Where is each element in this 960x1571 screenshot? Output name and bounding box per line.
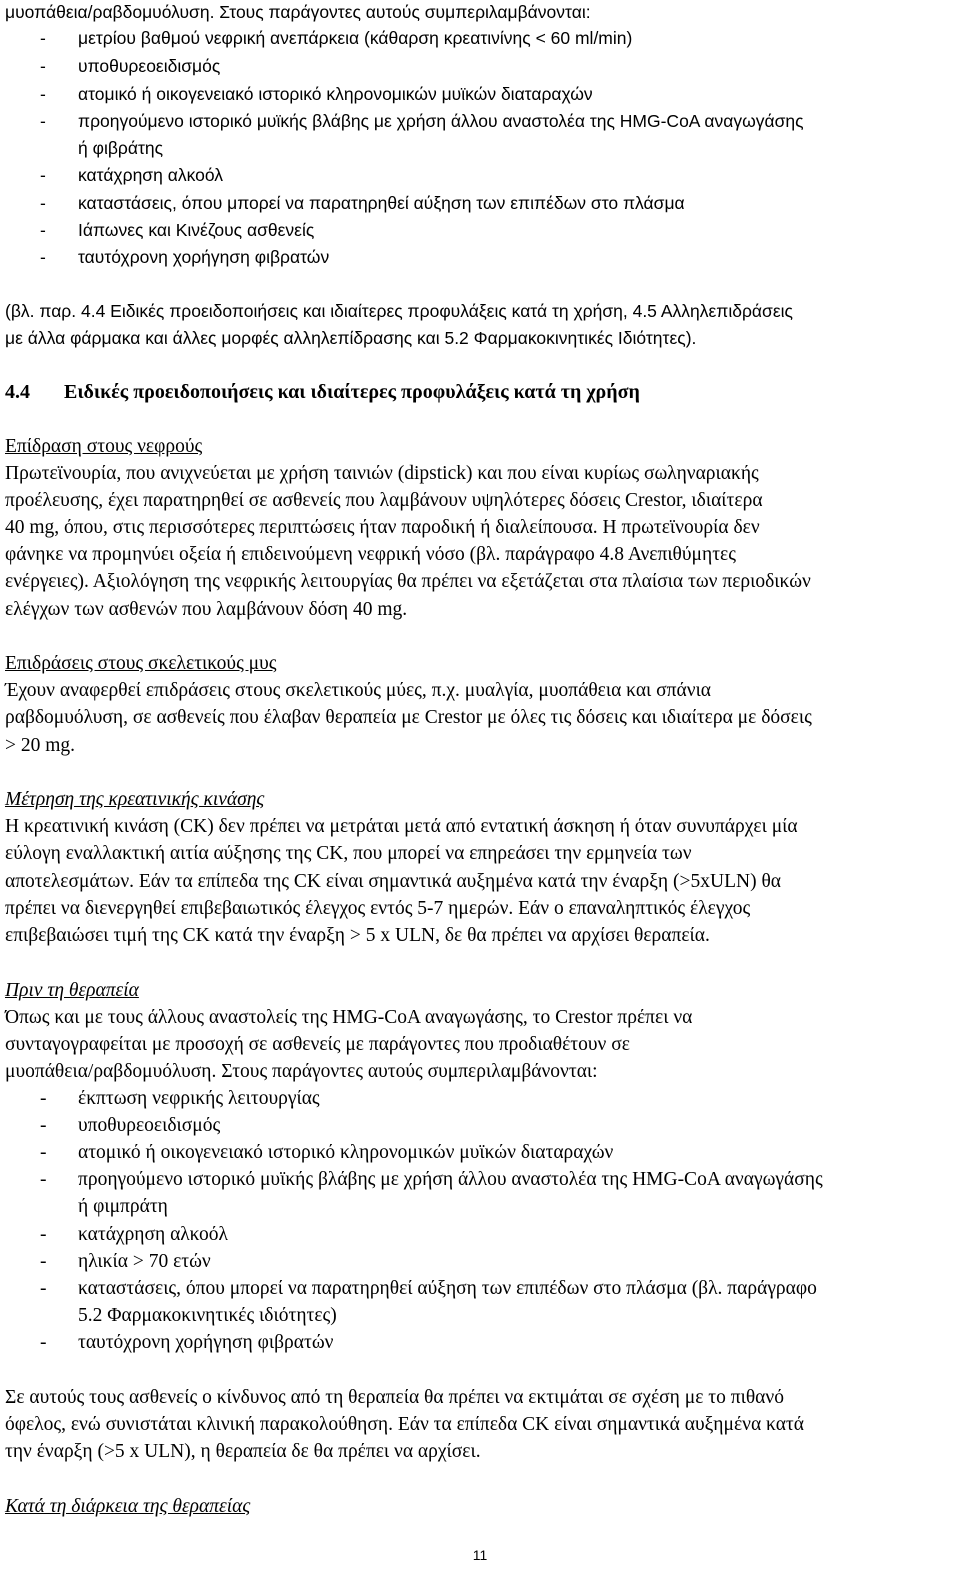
reference-line: με άλλα φάρμακα και άλλες μορφές αλληλεπίδρασης και 5.2 Φαρμακοκινητικές Ιδιότητες). — [5, 328, 697, 348]
paragraph-line: Όπως και με τους άλλους αναστολείς της HMG-CoA αναγωγάσης, το Crestor πρέπει να — [5, 1007, 693, 1028]
paragraph-line: ελέγχων των ασθενών που λαμβάνουν δόση 40 mg. — [5, 599, 408, 620]
paragraph-line: μυοπάθεια/ραβδομυόλυση. Στους παράγοντες αυτούς συμπεριλαμβάνονται: — [5, 1061, 598, 1082]
subsection-title-ck: Μέτρηση της κρεατινικής κινάσης — [5, 789, 265, 810]
section-title: Ειδικές προειδοποιήσεις και ιδιαίτερες προφυλάξεις κατά τη χρήση — [64, 381, 640, 403]
document-page: μυοπάθεια/ραβδομυόλυση. Στους παράγοντες αυτούς συμπεριλαμβάνονται: - μετρίου βαθμού νεφρική ανεπάρκεια (κάθαρση κρεατινίνης < 60 ml/min) - υποθυρεοειδισμός - ατομικό ή οικογενειακό ιστορικό κληρονομικών μυϊκών διαταραχών - προηγούμενο ιστορικό μυϊκής βλάβης με χρήση άλλου αναστολέα της HMG-CoA αναγωγάσης ή φιβράτης - κατάχρηση αλκοόλ - καταστάσεις, όπου μπορεί να παρατηρηθεί αύξηση των επιπέδων στο πλάσμα - Ιάπωνες και Κινέζους ασθενείς - ταυτόχρονη χορήγηση φιβρατών (βλ. παρ. 4.4 Ειδικές προειδοποιήσεις και ιδιαίτερες προφυλάξεις κατά τη χρήση, 4.5 Αλληλεπιδράσεις με άλλα φάρμακα και άλλες μορφές αλληλεπίδρασης και 5.2 Φαρμακοκινητικές Ιδιότητες). 4.4 Ειδικές προειδοποιήσεις και ιδιαίτερες προφυλάξεις κατά τη χρήση Επίδραση στους νεφρούς Πρωτεϊνουρία, που ανιχνεύεται με χρήση ταινιών (dipstick) και που είναι κυρίως σωληναριακής προέλευσης, έχει παρατηρηθεί σε ασθενείς που λαμβάνουν υψηλότερες δόσεις Crestor, ιδιαίτερα 40 mg, όπου, στις περισσότερες περιπτώσεις ήταν παροδική ή διαλείπουσα. Η πρωτεϊνουρία δεν φάνηκε να προμηνύει οξεία ή επιδεινούμενη νεφρική νόσο (βλ. παράγραφο 4.8 Ανεπιθύμητες ενέργειες). Αξιολόγηση της νεφρικής λειτουργίας θα πρέπει να εξετάζεται στα πλαίσια των περιοδικών ελέγχων των ασθενών που λαμβάνουν δόση 40 mg. Επιδράσεις στους σκελετικούς μυς Έχουν αναφερθεί επιδράσεις στους σκελετικούς μύες, π.χ. μυαλγία, μυοπάθεια και σπάνια ραβδομυόλυση, σε ασθενείς που έλαβαν θεραπεία με Crestor με όλες τις δόσεις και ιδιαίτερα με δόσεις > 20 mg. Μέτρηση της κρεατινικής κινάσης Η κρεατινική κινάση (CK) δεν πρέπει να μετράται μετά από εντατική άσκηση ή όταν συνυπάρχει μία εύλογη εναλλακτική αιτία αύξησης της CK, που μπορεί να επηρεάσει την ερμηνεία των αποτελεσμάτων. Εάν τα επίπεδα της CK είναι σημαντικά αυξημένα κατά την έναρξη (>5xULN) θα πρέπει να διενεργηθεί επιβεβαιωτικός έλεγχος εντός 5-7 ημερών. Εάν ο επαναληπτικός έλεγχος επιβεβαιώσει τιμή της CK κατά την έναρξη > 5 x ULN, δε θα πρέπει να αρχίσει θεραπεία. Πριν τη θεραπεία Όπως και με τους άλλους αναστολείς της HMG-CoA αναγωγάσης, το Crestor πρέπει να συνταγογραφείται με προσοχή σε ασθενείς με παράγοντες που προδιαθέτουν σε μυοπάθεια/ραβδομυόλυση. Στους παράγοντες αυτούς συμπεριλαμβάνονται: - έκπτωση νεφρικής λειτουργίας - υποθυρεοειδισμός - ατομικό ή οικογενειακό ιστορικό κληρονομικών μυϊκών διαταραχών - προηγούμενο ιστορικό μυϊκής βλάβης με χρήση άλλου αναστολέα της HMG-CoA αναγωγάσης ή φιμπράτη - κατάχρηση αλκοόλ - ηλικία > 70 ετών - καταστάσεις, όπου μπορεί να παρατηρηθεί αύξηση των επιπέδων στο πλάσμα (βλ. παράγραφο 5.2 Φαρμακοκινητικές ιδιότητες) - ταυτόχρονη χορήγηση φιβρατών Σε αυτούς τους ασθενείς ο κίνδυνος από τη θεραπεία θα πρέπει να εκτιμάται σε σχέση με το πιθανό όφελος, ενώ συνιστάται κλινική παρακολούθηση. Εάν τα επίπεδα CK είναι σημαντικά αυξημένα κατά την έναρξη (>5 x ULN), η θεραπεία δε θα πρέπει να αρχίσει. Κατά τη διάρκεια της θεραπείας 11 — [0, 0, 960, 1571]
intro-tail: μυοπάθεια/ραβδομυόλυση. Στους παράγοντες αυτούς συμπεριλαμβάνονται: — [5, 2, 591, 22]
paragraph-line: Έχουν αναφερθεί επιδράσεις στους σκελετικούς μύες, π.χ. μυαλγία, μυοπάθεια και σπάνια — [5, 680, 712, 701]
page-number: 11 — [472, 1547, 488, 1563]
paragraph-line: Σε αυτούς τους ασθενείς ο κίνδυνος από τη θεραπεία θα πρέπει να εκτιμάται σε σχέση με το πιθανό — [5, 1387, 784, 1408]
paragraph-line: > 20 mg. — [5, 735, 76, 756]
section-number: 4.4 — [5, 381, 30, 403]
paragraph-line: αποτελεσμάτων. Εάν τα επίπεδα της CK είναι σημαντικά αυξημένα κατά την έναρξη (>5xULN) θα — [5, 871, 782, 892]
paragraph-line: 40 mg, όπου, στις περισσότερες περιπτώσεις ήταν παροδική ή διαλείπουσα. Η πρωτεϊνουρία δεν — [5, 517, 760, 538]
subsection-title-muscle: Επιδράσεις στους σκελετικούς μυς — [5, 653, 277, 674]
paragraph-line: ενέργειες). Αξιολόγηση της νεφρικής λειτουργίας θα πρέπει να εξετάζεται στα πλαίσια των περιοδικών — [5, 571, 811, 592]
paragraph-line: επιβεβαιώσει τιμή της CK κατά την έναρξη > 5 x ULN, δε θα πρέπει να αρχίσει θεραπεία. — [5, 925, 710, 946]
subsection-title-renal: Επίδραση στους νεφρούς — [5, 436, 203, 457]
paragraph-line: προέλευσης, έχει παρατηρηθεί σε ασθενείς που λαμβάνουν υψηλότερες δόσεις Crestor, ιδιαίτερα — [5, 490, 763, 511]
paragraph-line: πρέπει να διενεργηθεί επιβεβαιωτικός έλεγχος εντός 5-7 ημερών. Εάν ο επαναληπτικός έλεγχος — [5, 898, 751, 919]
subsection-title-during: Κατά τη διάρκεια της θεραπείας — [5, 1496, 251, 1517]
paragraph-line: συνταγογραφείται με προσοχή σε ασθενείς με παράγοντες που προδιαθέτουν σε — [5, 1034, 630, 1055]
paragraph-line: φάνηκε να προμηνύει οξεία ή επιδεινούμενη νεφρική νόσο (βλ. παράγραφο 4.8 Ανεπιθύμητες — [5, 544, 736, 565]
paragraph-line: την έναρξη (>5 x ULN), η θεραπεία δε θα πρέπει να αρχίσει. — [5, 1441, 481, 1462]
paragraph-line: εύλογη εναλλακτική αιτία αύξησης της CK, που μπορεί να επηρεάσει την ερμηνεία των — [5, 843, 692, 864]
paragraph-line: Πρωτεϊνουρία, που ανιχνεύεται με χρήση ταινιών (dipstick) και που είναι κυρίως σωληναριακής — [5, 463, 759, 484]
section-heading — [5, 380, 905, 406]
reference-line: (βλ. παρ. 4.4 Ειδικές προειδοποιήσεις και ιδιαίτερες προφυλάξεις κατά τη χρήση, 4.5 Αλληλεπιδράσεις — [5, 301, 793, 321]
paragraph-line: ραβδομυόλυση, σε ασθενείς που έλαβαν θεραπεία με Crestor με όλες τις δόσεις και ιδιαίτερα με δόσεις — [5, 707, 812, 728]
paragraph-line: Η κρεατινική κινάση (CK) δεν πρέπει να μετράται μετά από εντατική άσκηση ή όταν συνυπάρχει μία — [5, 816, 798, 837]
paragraph-line: όφελος, ενώ συνιστάται κλινική παρακολούθηση. Εάν τα επίπεδα CK είναι σημαντικά αυξημένα κατά — [5, 1414, 804, 1435]
subsection-title-before: Πριν τη θεραπεία — [5, 980, 139, 1001]
